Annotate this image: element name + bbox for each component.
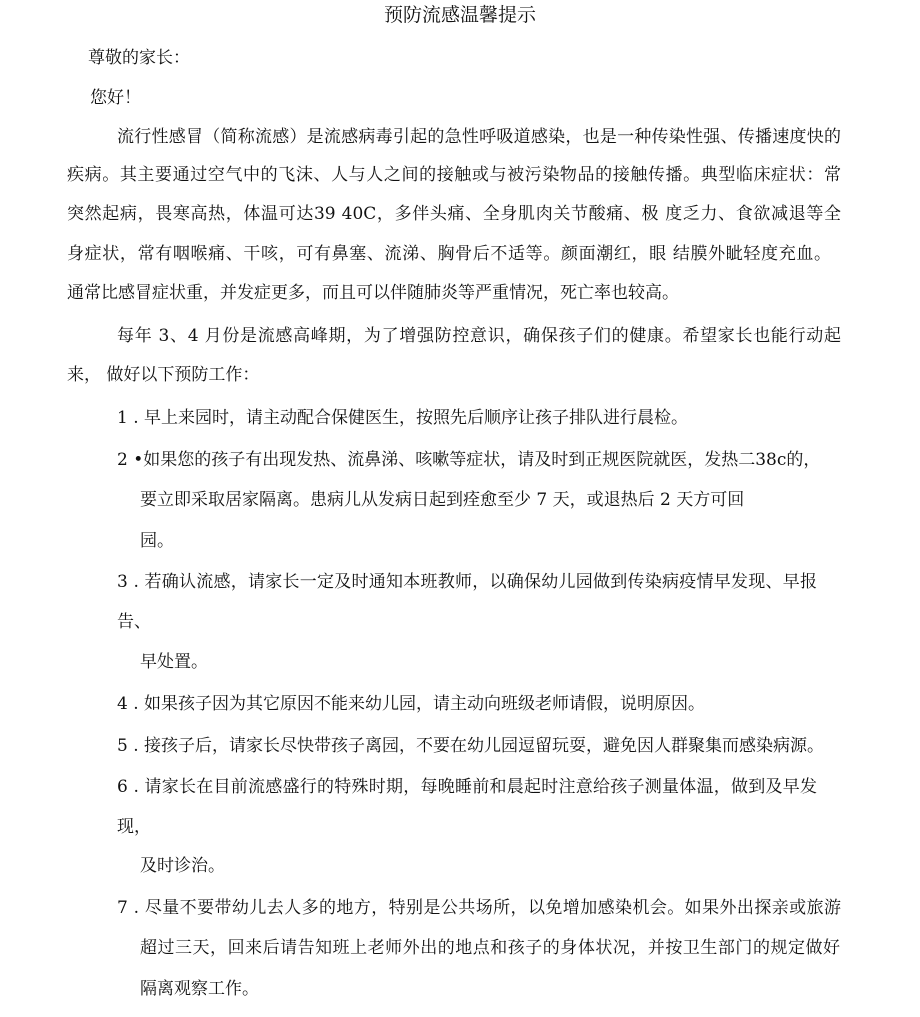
paragraph-line: 来， 做好以下预防工作： (67, 365, 260, 385)
list-item-7-cont: 隔离观察工作。 (140, 979, 259, 999)
salutation: 尊敬的家长： (88, 48, 190, 68)
paragraph-line: 每年 3、4 月份是流感高峰期，为了增强防控意识，确保孩子们的健康。希望家长也能行动起 (117, 326, 841, 346)
paragraph-line: 疾病。其主要通过空气中的飞沫、人与人之间的接触或与被污染物品的接触传播。典型临床症状：常 (67, 165, 841, 185)
document-title: 预防流感温馨提示 (383, 4, 536, 26)
list-item-3-cont: 告、 (117, 612, 151, 632)
list-item-6-cont: 及时诊治。 (140, 856, 225, 876)
list-item-4: 4 . 如果孩子因为其它原因不能来幼儿园，请主动向班级老师请假，说明原因。 (117, 694, 706, 714)
list-item-7: 7 . 尽量不要带幼儿去人多的地方，特别是公共场所，以免增加感染机会。如果外出探亲或旅游 (117, 898, 841, 918)
list-item-7-cont: 超过三天，回来后请告知班上老师外出的地点和孩子的身体状况，并按卫生部门的规定做好 (140, 938, 840, 958)
paragraph-line: 通常比感冒症状重，并发症更多，而且可以伴随肺炎等严重情况，死亡率也较高。 (67, 283, 679, 303)
paragraph-line: 流行性感冒（简称流感）是流感病毒引起的急性呼吸道感染，也是一种传染性强、传播速度快的 (117, 127, 841, 147)
list-item-1: 1 . 早上来园时，请主动配合保健医生，按照先后顺序让孩子排队进行晨检。 (117, 408, 689, 428)
list-item-6: 6 . 请家长在目前流感盛行的特殊时期，每晚睡前和晨起时注意给孩子测量体温，做到及早发 (117, 777, 817, 797)
list-item-2: 2 •如果您的孩子有出现发热、流鼻涕、咳嗽等症状，请及时到正规医院就医，发热二38c的， (117, 450, 821, 470)
greeting: 您好！ (90, 88, 141, 108)
paragraph-line: 突然起病，畏寒高热，体温可达39 40C，多伴头痛、全身肌肉关节酸痛、极 度乏力、食欲减退等全 (67, 204, 841, 224)
paragraph-line: 身症状，常有咽喉痛、干咳，可有鼻塞、流涕、胸骨后不适等。颜面潮红，眼 结膜外眦轻度充血。 (67, 244, 831, 264)
list-item-2-cont: 园。 (140, 531, 174, 551)
list-item-2-cont: 要立即采取居家隔离。患病儿从发病日起到痊愈至少 7 天，或退热后 2 天方可回 (140, 490, 745, 510)
list-item-3: 3 . 若确认流感，请家长一定及时通知本班教师，以确保幼儿园做到传染病疫情早发现、早报 (117, 572, 817, 592)
list-item-6-cont: 现， (117, 817, 151, 837)
list-item-5: 5 . 接孩子后，请家长尽快带孩子离园，不要在幼儿园逗留玩耍，避免因人群聚集而感染病源。 (117, 736, 825, 756)
list-item-3-cont: 早处置。 (140, 652, 208, 672)
